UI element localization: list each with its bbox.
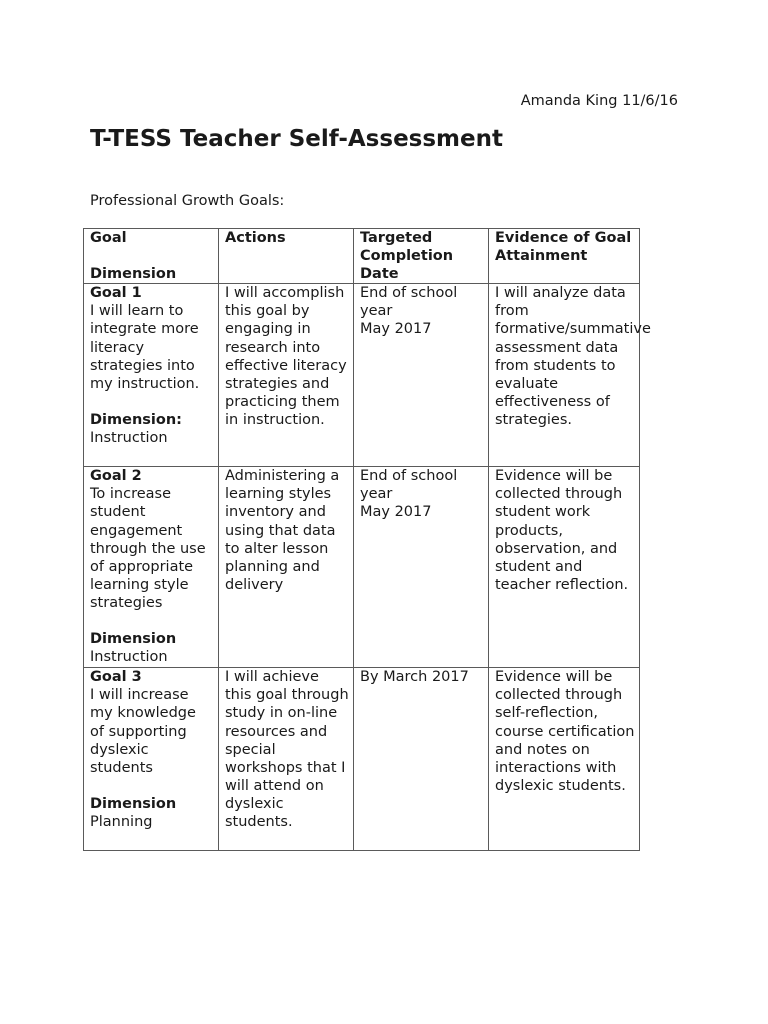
dimension-label: Dimension xyxy=(90,795,177,812)
goal-cell xyxy=(84,467,219,668)
dimension-value: Instruction xyxy=(90,430,168,447)
actions-cell xyxy=(219,467,354,668)
evidence-text: Evidence will be collected through student work products, observation, and student and teacher reflection. xyxy=(495,468,629,593)
evidence-cell xyxy=(489,284,651,467)
completion-line-1: End of school year xyxy=(360,468,458,503)
completion-cell xyxy=(354,467,489,668)
actions-cell xyxy=(219,668,354,851)
evidence-cell xyxy=(489,467,640,668)
table-row xyxy=(84,284,640,467)
actions-text: I will achieve this goal through study in on-line resources and special workshops that I will attend on dyslexic students. xyxy=(225,669,349,831)
completion-line-2: May 2017 xyxy=(360,504,432,521)
dimension-value: Planning xyxy=(90,814,153,831)
header-evidence: Evidence of Goal Attainment xyxy=(495,230,632,265)
goal-title: Goal 2 xyxy=(90,468,142,485)
goal-cell xyxy=(84,668,219,851)
table-row xyxy=(84,668,640,851)
table-row xyxy=(84,467,640,668)
goal-cell xyxy=(84,284,219,467)
actions-text: Administering a learning styles inventory and using that data to alter lesson planning and delivery xyxy=(225,468,340,593)
evidence-text: Evidence will be collected through self-reflection, course certification and notes on interactions with dyslexic students. xyxy=(495,669,635,794)
completion-line-2: May 2017 xyxy=(360,321,432,338)
completion-cell xyxy=(354,668,489,851)
evidence-text: I will analyze data from formative/summative assessment data from students to evaluate effectiveness of strategies. xyxy=(495,285,651,428)
goal-text: To increase student engagement through the use of appropriate learning style strategies xyxy=(90,486,206,611)
dimension-value: Instruction xyxy=(90,649,168,666)
completion-line-1: End of school year xyxy=(360,285,458,320)
table-header-row xyxy=(84,229,640,284)
completion-cell xyxy=(354,284,489,467)
goal-title: Goal 3 xyxy=(90,669,142,686)
actions-cell xyxy=(219,284,354,467)
header-cell-evidence xyxy=(489,229,640,284)
dimension-label: Dimension xyxy=(90,631,177,648)
header-targeted-completion-date: Targeted Completion Date xyxy=(360,230,454,283)
evidence-cell xyxy=(489,668,640,851)
completion-line-1: By March 2017 xyxy=(360,669,469,686)
header-actions: Actions xyxy=(225,230,286,246)
growth-goals-table xyxy=(83,228,651,851)
goal-text: I will increase my knowledge of supporting dyslexic students xyxy=(90,687,196,776)
header-goal: Goal xyxy=(90,230,127,246)
dimension-label: Dimension: xyxy=(90,411,182,428)
goal-text: I will learn to integrate more literacy strategies into my instruction. xyxy=(90,303,200,392)
header-cell-goal xyxy=(84,229,219,284)
header-cell-actions xyxy=(219,229,354,284)
author-date-line: Amanda King 11/6/16 xyxy=(520,93,678,109)
document-title: T-TESS Teacher Self-Assessment xyxy=(90,126,503,152)
header-dimension: Dimension xyxy=(90,266,177,283)
goal-title: Goal 1 xyxy=(90,285,142,302)
header-cell-completion xyxy=(354,229,489,284)
actions-text: I will accomplish this goal by engaging in research into effective literacy strategies and practicing them in instruction. xyxy=(225,285,347,428)
section-label: Professional Growth Goals: xyxy=(90,193,285,209)
